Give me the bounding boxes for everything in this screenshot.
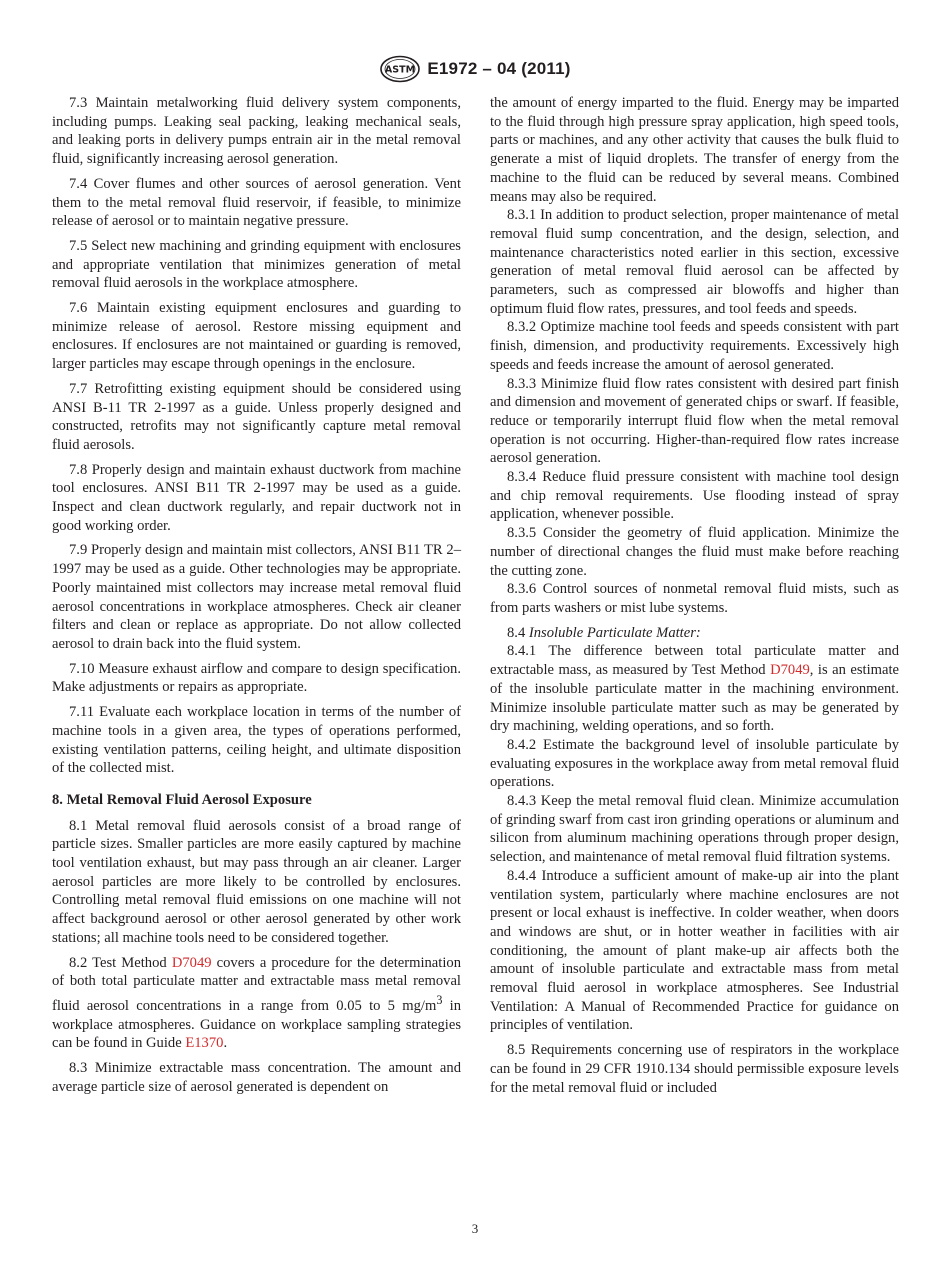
para-8-2-text-d: . xyxy=(223,1035,228,1052)
document-designation: E1972 – 04 (2011) xyxy=(427,59,571,78)
link-d7049[interactable]: D7049 xyxy=(171,954,212,971)
para-8-3-6: 8.3.6 Control sources of nonmetal removal fluid mists, such as from parts washers or mist lube systems. xyxy=(490,581,899,616)
para-7-5: 7.5 Select new machining and grinding equipment with enclosures and appropriate ventilation that minimizes generation of metal removal fluid aerosols in the workplace atmosphere. xyxy=(52,237,461,292)
left-column xyxy=(52,94,461,1096)
para-8-1: 8.1 Metal removal fluid aerosols consist of a broad range of particle sizes. Smaller particles are more easily captured by machine tool ventilation exhaust, but may pass through an air cleaner. Larger aerosol particles are more likely to be controlled by enclosures. Controlling metal removal fluid emissions on one machine will not affect background aerosol or other aerosol generated by other work stations; all machine tools need to be considered together. xyxy=(52,817,461,946)
right-column xyxy=(490,94,899,1097)
para-7-10: 7.10 Measure exhaust airflow and compare to design specification. Make adjustments or repairs as appropriate. xyxy=(52,660,461,696)
para-7-9: 7.9 Properly design and maintain mist collectors, ANSI B11 TR 2–1997 may be used as a guide. Other technologies may be appropriate. Poorly maintained mist collectors may increase metal removal fluid aerosol concentrations in workplace atmospheres. Check air cleaner filters and clean or replace as appropriate. Do not allow collected aerosol to drain back into the fluid system. xyxy=(52,542,461,652)
para-8-3: 8.3 Minimize extractable mass concentration. The amount and average particle size of aerosol generated is dependent on xyxy=(52,1059,461,1095)
para-8-4 xyxy=(490,624,899,643)
para-8-4-number: 8.4 xyxy=(507,624,529,641)
para-8-3-2: 8.3.2 Optimize machine tool feeds and speeds consistent with part finish, dimension, and productivity requirements. Excessively high speeds and feeds increase the amount of aerosol generated. xyxy=(490,319,899,373)
para-8-3-1: 8.3.1 In addition to product selection, proper maintenance of metal removal fluid sump concentration, and the design, selection, and maintenance characteristics noted earlier in this section, excessive generation of metal removal fluid aerosol can be affected by parameters, such as compressed air blowoffs and higher than optimum fluid flow rates, pressures, and tool feeds and speeds. xyxy=(490,207,899,317)
para-7-7: 7.7 Retrofitting existing equipment should be considered using ANSI B-11 TR 2-1997 as a guide. Unless properly designed and constructed, retrofits may not significantly capture metal removal fluid aerosols. xyxy=(52,380,461,453)
page-header xyxy=(0,54,950,84)
para-8-4-4: 8.4.4 Introduce a sufficient amount of make-up air into the plant ventilation system, particularly where machine enclosures are not present or local exhaust is ineffective. In colder weather, when doors and windows are shut, or in hotter weather in facilities with air conditioning, the amount of plant make-up air affects both the amount of insoluble particulate and extractable mass from metal removal fluid aerosol in workplace atmospheres. See Industrial Ventilation: A Manual of Recommended Practice for guidance on principles of ventilation. xyxy=(490,867,899,1034)
para-8-4-2: 8.4.2 Estimate the background level of insoluble particulate by evaluating exposures in the workplace away from metal removal fluid operations. xyxy=(490,736,899,791)
para-8-4-title: Insoluble Particulate Matter: xyxy=(528,624,701,641)
para-7-4: 7.4 Cover flumes and other sources of aerosol generation. Vent them to the metal removal fluid reservoir, if feasible, to minimize release of aerosol or to maintain negative pressure. xyxy=(52,175,461,230)
para-7-3: 7.3 Maintain metalworking fluid delivery system components, including pumps. Leaking seal packing, leaking mechanical seals, and leaking ports in delivery pumps entrain air in the metal removal fluid, significantly increasing aerosol generation. xyxy=(52,95,461,168)
para-8-3-4: 8.3.4 Reduce fluid pressure consistent with machine tool design and chip removal requirements. Use flooding instead of spray application, whenever possible. xyxy=(490,469,899,523)
para-8-2 xyxy=(52,954,461,1053)
para-8-2-text-b: covers a procedure for the determination of both total particulate matter and extractable mass metal removal fluid aerosol concentrations in a range from 0.05 to 5 mg/m xyxy=(52,954,461,1014)
astm-logo-icon xyxy=(379,55,421,83)
para-8-4-1-text-a: 8.4.1 The difference between total particulate matter and extractable mass, as measured by Test Method xyxy=(490,643,899,679)
para-8-4-1-text-b: , is an estimate of the insoluble particulate matter in the machining environment. Minimize insoluble particulate matter such as may be generated by dry machining, welding operations, and so forth. xyxy=(490,662,899,735)
para-7-6: 7.6 Maintain existing equipment enclosures and guarding to minimize release of aerosol. Restore missing equipment and enclosures. If enclosures are not maintained or guarding is removed, larger particles may escape through openings in the enclosure. xyxy=(52,300,461,373)
para-8-3-3: 8.3.3 Minimize fluid flow rates consistent with desired part finish and dimension and movement of generated chips or swarf. If feasible, reduce or temporarily interrupt fluid flow when the metal removal operation is not occurring. Higher-than-required flow rates increase aerosol generation. xyxy=(490,375,899,467)
para-8-4-1 xyxy=(490,642,899,736)
para-8-2-text-a: 8.2 Test Method xyxy=(69,954,172,971)
page-number: 3 xyxy=(471,1221,479,1236)
superscript-3: 3 xyxy=(436,992,443,1007)
para-7-8: 7.8 Properly design and maintain exhaust ductwork from machine tool enclosures. ANSI B11 TR 2-1997 may be used as a guide. Inspect and clean ductwork regularly, and repair ductwork not in good working order. xyxy=(52,461,461,534)
logo-text: ASTM xyxy=(385,64,416,76)
para-7-11: 7.11 Evaluate each workplace location in terms of the number of machine tools in a given area, the types of operations performed, existing ventilation patterns, ceiling height, and ultimate disposition of the collected mist. xyxy=(52,704,461,777)
para-8-3-continued: the amount of energy imparted to the fluid. Energy may be imparted to the fluid through high pressure spray application, high speed tools, parts or machines, and any other activity that causes the bulk fluid to generate a mist of liquid droplets. The transfer of energy from the machine to the fluid can be reduced by several means. Combined means may also be required. xyxy=(490,95,899,205)
section-8-heading: 8. Metal Removal Fluid Aerosol Exposure xyxy=(52,791,312,808)
para-8-2-text-c: in workplace atmospheres. Guidance on workplace sampling strategies can be found in Guide xyxy=(52,997,462,1052)
para-8-5: 8.5 Requirements concerning use of respirators in the workplace can be found in 29 CFR 1910.134 should permissible exposure levels for the metal removal fluid or included xyxy=(490,1042,899,1096)
para-8-4-3: 8.4.3 Keep the metal removal fluid clean. Minimize accumulation of grinding swarf from cast iron grinding operations or aluminum and silicon from aluminum machining operations through proper design, selection, and maintenance of metal removal fluid filtration systems. xyxy=(490,793,899,866)
para-8-3-5: 8.3.5 Consider the geometry of fluid application. Minimize the number of directional changes the fluid must make before reaching the cutting zone. xyxy=(490,525,899,579)
link-e1370[interactable]: E1370 xyxy=(185,1035,224,1052)
link-d7049-2[interactable]: D7049 xyxy=(770,662,810,679)
